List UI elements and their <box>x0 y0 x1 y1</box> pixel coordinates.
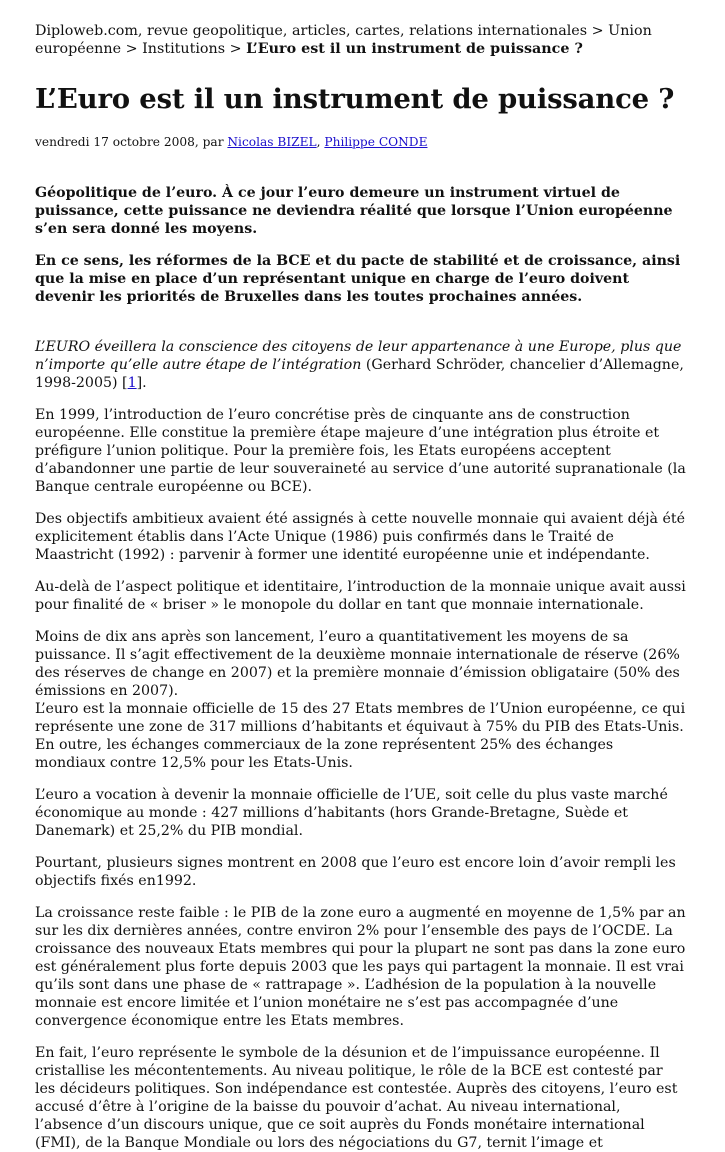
breadcrumb-link-home[interactable]: Diploweb.com, revue geopolitique, articles, cartes, relations internationales <box>35 23 588 39</box>
breadcrumb-separator: > <box>121 41 143 57</box>
paragraph-part: Moins de dix ans après son lancement, l’euro a quantitativement les moyens de sa puissance. Il s’agit effectivement de la deuxième monnaie internationale de réserve (26% des réserves de change en 2007) et la première monnaie d’émission obligataire (50% des émissions en 2007). <box>35 629 680 699</box>
breadcrumb-separator: > <box>587 23 609 39</box>
body-paragraph: En fait, l’euro représente le symbole de la désunion et de l’impuissance européenne. Il cristallise les mécontentements. Au niveau politique, le rôle de la BCE est contesté par les décideurs politiques. Son indépendance est contestée. Auprès des citoyens, l’euro est accusé d’être à l’origine de la baisse du pouvoir d’achat. Au niveau international, l’absence d’un discours unique, que ce soit auprès du Fonds monétaire international (FMI), de la Banque Mondiale ou lors des négociations du G7, ternit l’image et <box>35 1045 678 1151</box>
lead-paragraph: Géopolitique de l’euro. À ce jour l’euro demeure un instrument virtuel de puissance, cette puissance ne deviendra réalité que lorsque l’Union européenne s’en sera donné les moyens. <box>35 185 673 237</box>
epigraph-quote <box>35 338 687 392</box>
article-body <box>35 338 687 1152</box>
breadcrumb <box>35 22 687 58</box>
body-paragraph: En 1999, l’introduction de l’euro concrétise près de cinquante ans de construction européenne. Elle constitue la première étape majeure d’une intégration plus étroite et préfigure l’union politique. Pour la première fois, les Etats européens acceptent d’abandonner une partie de leur souveraineté au service d’une autorité supranationale (la Banque centrale européenne ou BCE). <box>35 407 686 495</box>
footnote-link[interactable]: 1 <box>127 375 137 391</box>
breadcrumb-separator: > <box>225 41 247 57</box>
body-paragraph: Au-delà de l’aspect politique et identitaire, l’introduction de la monnaie unique avait aussi pour finalité de « briser » le monopole du dollar en tant que monnaie internationale. <box>35 579 686 613</box>
body-paragraph: Pourtant, plusieurs signes montrent en 2008 que l’euro est encore loin d’avoir rempli les objectifs fixés en1992. <box>35 855 676 889</box>
quote-end: ]. <box>136 375 147 391</box>
body-paragraph <box>35 628 687 772</box>
body-paragraph: L’euro a vocation à devenir la monnaie officielle de l’UE, soit celle du plus vaste marché économique au monde : 427 millions d’habitants (hors Grande-Bretagne, Suède et Danemark) et 25,2% du PIB mondial. <box>35 787 668 839</box>
body-paragraph: Des objectifs ambitieux avaient été assignés à cette nouvelle monnaie qui avaient déjà été explicitement établis dans l’Acte Unique (1986) puis confirmés dans le Traité de Maastricht (1992) : parvenir à former une identité européenne unie et indépendante. <box>35 511 686 563</box>
byline-separator: , <box>316 135 325 149</box>
byline-date: vendredi 17 octobre 2008, par <box>35 135 228 149</box>
quote-text: L’EURO éveillera la conscience des citoyens de leur appartenance à une Europe, plus que n’importe qu’elle autre étape de l’intégration <box>35 339 682 373</box>
page-title: L’Euro est il un instrument de puissance ? <box>35 83 675 115</box>
article-lead <box>35 184 687 306</box>
author-link-bizel[interactable]: Nicolas BIZEL <box>227 135 317 149</box>
breadcrumb-link-subsection[interactable]: Institutions <box>142 41 226 57</box>
byline <box>35 134 687 150</box>
author-link-conde[interactable]: Philippe CONDE <box>324 135 428 149</box>
breadcrumb-current: L’Euro est il un instrument de puissance ? <box>246 41 583 57</box>
lead-paragraph: En ce sens, les réformes de la BCE et du pacte de stabilité et de croissance, ainsi que la mise en place d’un représentant unique en charge de l’euro doivent devenir les priorités de Bruxelles dans les toutes prochaines années. <box>35 253 681 305</box>
breadcrumb-link-section[interactable]: Union européenne <box>35 23 652 57</box>
paragraph-part: L’euro est la monnaie officielle de 15 des 27 Etats membres de l’Union européenne, ce qui représente une zone de 317 millions d’habitants et équivaut à 75% du PIB des Etats-Unis. En outre, les échanges commerciaux de la zone représentent 25% des échanges mondiaux contre 12,5% pour les Etats-Unis. <box>35 701 686 771</box>
body-paragraph: La croissance reste faible : le PIB de la zone euro a augmenté en moyenne de 1,5% par an sur les dix dernières années, contre environ 2% pour l’ensemble des pays de l’OCDE. La croissance des nouveaux Etats membres qui pour la plupart ne sont pas dans la zone euro est généralement plus forte depuis 2003 que les pays qui partagent la monnaie. Il est vrai qu’ils sont dans une phase de « rattrapage ». L’adhésion de la population à la nouvelle monnaie est encore limitée et l’union monétaire ne s’est pas accompagnée d’une convergence économique entre les Etats membres. <box>35 905 686 1029</box>
quote-source: (Gerhard Schröder, chancelier d’Allemagne, 1998-2005) [ <box>35 357 684 391</box>
